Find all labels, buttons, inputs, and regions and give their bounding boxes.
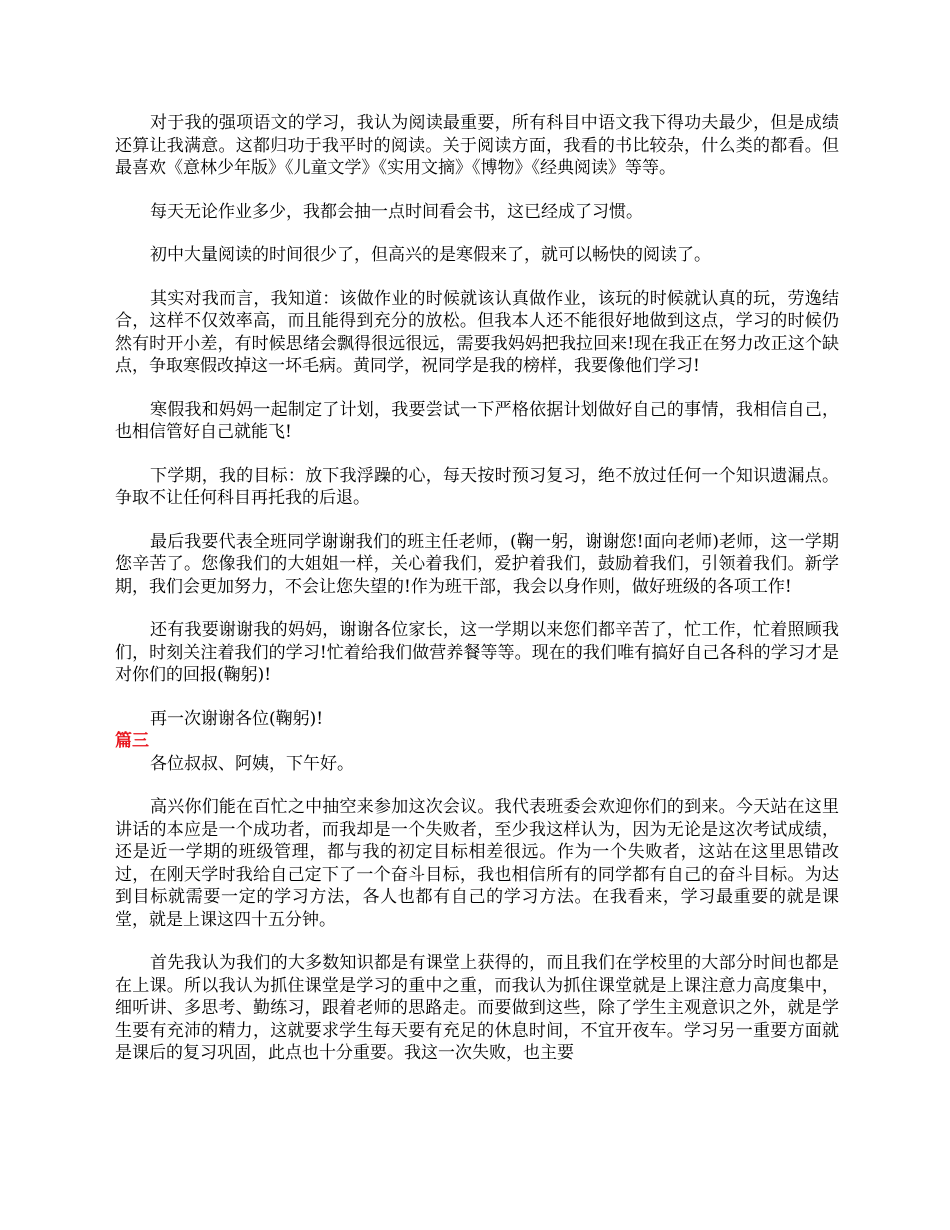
- paragraph-thanks-parents: 还有我要谢谢我的妈妈，谢谢各位家长，这一学期以来您们都辛苦了，忙工作，忙着照顾我们，时刻关注着我们的学习!忙着给我们做营养餐等等。现在的我们唯有搞好自己各科的学习才是对你们的回报(鞠躬)!: [115, 620, 839, 685]
- paragraph-work-and-play: 其实对我而言，我知道：该做作业的时候就该认真做作业，该玩的时候就认真的玩，劳逸结合，这样不仅效率高，而且能得到充分的放松。但我本人还不能很好地做到这点，学习的时候仍然有时开小差，有时候思绪会飘得很远很远，需要我妈妈把我拉回来!现在我正在努力改正这个缺点，争取寒假改掉这一坏毛病。黄同学，祝同学是我的榜样，我要像他们学习!: [115, 288, 839, 376]
- paragraph-classroom-focus: 首先我认为我们的大多数知识都是有课堂上获得的，而且我们在学校里的大部分时间也都是在上课。所以我认为抓住课堂是学习的重中之重，而我认为抓住课堂就是上课注意力高度集中，细听讲、多思考、勤练习，跟着老师的思路走。而要做到这些，除了学生主观意识之外，就是学生要有充沛的精力，这就要求学生每天要有充足的休息时间，不宜开夜车。学习另一重要方面就是课后的复习巩固，此点也十分重要。我这一次失败，也主要: [115, 953, 839, 1063]
- paragraph-winter-plan: 寒假我和妈妈一起制定了计划，我要尝试一下严格依据计划做好自己的事情，我相信自己，也相信管好自己就能飞!: [115, 399, 839, 442]
- paragraph-reading-chinese: 对于我的强项语文的学习，我认为阅读最重要，所有科目中语文我下得功夫最少，但是成绩还算让我满意。这都归功于我平时的阅读。关于阅读方面，我看的书比较杂，什么类的都看。但最喜欢《意林少年版》《儿童文学》《实用文摘》《博物》《经典阅读》等等。: [115, 113, 839, 178]
- paragraph-daily-reading: 每天无论作业多少，我都会抽一点时间看会书，这已经成了习惯。: [150, 201, 643, 222]
- paragraph-winter-reading: 初中大量阅读的时间很少了，但高兴的是寒假来了，就可以畅快的阅读了。: [150, 245, 711, 265]
- paragraph-welcome-speech: 高兴你们能在百忙之中抽空来参加这次会议。我代表班委会欢迎你们的到来。今天站在这里讲话的本应是一个成功者，而我却是一个失败者，至少我这样认为，因为无论是这次考试成绩，还是近一学期的班级管理，都与我的初定目标相差很远。作为一个失败者，这站在这里思错改过，在刚天学时我给自己定下了一个奋斗目标，我也相信所有的同学都有自己的奋斗目标。为达到目标就需要一定的学习方法，各人也都有自己的学习方法。在我看来，学习最重要的就是课堂，就是上课这四十五分钟。: [115, 797, 839, 930]
- document-page: [115, 112, 839, 1065]
- paragraph-thanks-again: 再一次谢谢各位(鞠躬)!: [150, 708, 324, 729]
- paragraph-next-term-goal: 下学期，我的目标：放下我浮躁的心，每天按时预习复习，绝不放过任何一个知识遗漏点。争取不让任何科目再托我的后退。: [115, 465, 839, 508]
- paragraph-greeting: 各位叔叔、阿姨，下午好。: [150, 753, 354, 774]
- section-heading: 篇三: [115, 731, 149, 751]
- paragraph-thanks-teacher: 最后我要代表全班同学谢谢我们的班主任老师，(鞠一躬，谢谢您!面向老师)老师，这一学期您辛苦了。您像我们的大姐姐一样，关心着我们，爱护着我们，鼓励着我们，引领着我们。新学期，我们会更加努力，不会让您失望的!作为班干部，我会以身作则，做好班级的各项工作!: [115, 531, 839, 597]
